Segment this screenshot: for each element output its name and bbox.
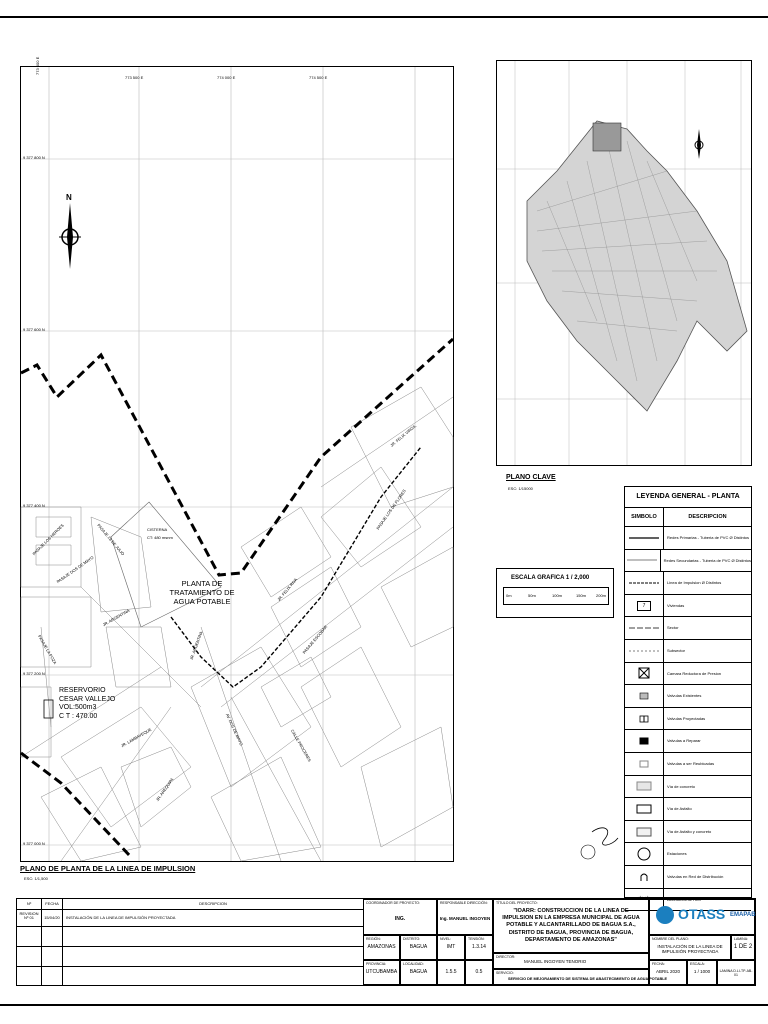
legend-description: Sector: [667, 625, 679, 631]
grid-label-top-4: 774 500 E: [309, 75, 328, 80]
plano-name-cell: [649, 935, 731, 960]
street-label: JR. FELIX RIVA: [276, 577, 299, 602]
responsable-label: RESPONSABLE DIRECCIÓN:: [440, 901, 488, 905]
director-cell: [493, 953, 649, 969]
grid-label-top-2: 773 500 E: [125, 75, 144, 80]
signature: [578, 822, 624, 862]
revision-table: [17, 899, 364, 985]
servicio-value: SERVICIO DE MEJORAMIENTO DE SISTEMA DE ABASTECIMIENTO DE AGUA POTABLE: [508, 977, 668, 981]
nivel-value: IMT: [446, 944, 456, 950]
legend-title: LEYENDA GENERAL - PLANTA: [625, 487, 751, 508]
grid-label-left-3: 9 377 400 N: [23, 503, 45, 508]
legend-row: [625, 685, 751, 708]
bottom-rule: [0, 1004, 768, 1006]
legend-row: [625, 753, 751, 776]
legend-symbol: [625, 595, 664, 617]
legend-row: [625, 572, 751, 595]
grid-label-left-1: 9 377 800 N: [23, 155, 45, 160]
legend-header: [625, 508, 751, 527]
legend-row: [625, 798, 751, 821]
key-map[interactable]: [496, 60, 752, 466]
key-map-scale: ESC: 1/15000: [508, 486, 533, 491]
grid-label-left-4: 9 377 200 N: [23, 671, 45, 676]
scale-bar-title: ESCALA GRAFICA 1 / 2,000: [511, 575, 590, 581]
street-label: PASAJE DOS DE MAYO: [55, 554, 95, 585]
street-label: PASAJE LOS DE FLORES: [375, 488, 407, 531]
legend-symbol: [625, 866, 664, 888]
legend-symbol: [625, 798, 664, 820]
cisterna-ct-label: CT: 480 msnm: [147, 535, 173, 540]
project-title-cell: [493, 899, 649, 953]
provincia-cell: [363, 960, 400, 985]
fecha-value: ABRIL 2020: [655, 969, 681, 974]
rev-cell: 15/04/20: [42, 910, 63, 926]
otass-logo-icon: [656, 906, 674, 924]
legend-symbol: [625, 572, 664, 594]
scale-tick: 50m: [528, 593, 536, 598]
legend-symbol: [625, 821, 664, 843]
legend-description: Valvulas a ser Reubicadas: [667, 760, 715, 766]
legend-col-desc: DESCRIPCION: [688, 514, 727, 520]
nivel-label: NIVEL:: [440, 937, 452, 941]
coordinator-label: COORDINADOR DE PROYECTO:: [366, 901, 420, 905]
legend-row: [625, 821, 751, 844]
street-label: PASAJE LOS HEROES: [31, 522, 65, 557]
legend-symbol: [625, 617, 664, 639]
legend-description: Vía de Asfalto: [667, 806, 692, 812]
grid-label-left-5: 9 377 000 N: [23, 841, 45, 846]
lamina-label: LAMINA:: [734, 937, 749, 941]
tension-label: TENSIÓN:: [468, 937, 485, 941]
rev-header-num: Nº REVISION: [17, 899, 42, 909]
legend-row: [625, 730, 751, 753]
legend-description: Viviendas: [667, 602, 685, 608]
key-map-title: PLANO CLAVE: [506, 474, 556, 481]
legend-symbol: [625, 708, 664, 730]
legend-symbol: ✶ ✶: [625, 889, 664, 911]
localidad-label: LOCALIDAD:: [403, 962, 424, 966]
title-block: [16, 898, 756, 986]
legend-description: Camara Reductora de Presion: [667, 670, 722, 676]
legend-description: Valvulas a Reparar: [667, 738, 701, 744]
legend-description: Subsector: [667, 647, 686, 653]
legend-symbol: [625, 843, 664, 865]
lamina-value: 1 DE 2: [733, 944, 753, 950]
codigo-plano-value: LAMINA D.LI-TP-AB-01: [719, 969, 753, 977]
legend-description: Accesorios de Red: [667, 896, 701, 902]
viviendas-symbol: 7: [637, 601, 651, 611]
escala-cell: [687, 960, 717, 985]
legend-row: [625, 550, 751, 573]
escala-label: ESCALA:: [690, 962, 705, 966]
legend-rows: [625, 527, 751, 911]
fecha-label: FECHA:: [652, 962, 665, 966]
legend-symbol: [625, 527, 664, 549]
distrito-label: DISTRITO:: [403, 937, 421, 941]
legend-symbol: [625, 640, 664, 662]
street-label: PASAJE ESCOBAR: [301, 624, 329, 655]
legend-description: Redes Primarias - Tuberia de PVC Ø Distintos: [667, 535, 750, 540]
project-label: TÍTULO DEL PROYECTO:: [496, 901, 538, 905]
fecha-cell: [649, 960, 687, 985]
legend-symbol: [625, 776, 664, 798]
legend-symbol: [625, 663, 664, 685]
legend-description: Redes Secundarias - Tuberia de PVC Ø Distintos: [663, 557, 751, 563]
legend-row: [625, 595, 751, 618]
tension-value: 1.3.14: [472, 944, 486, 950]
legend-row: [625, 708, 751, 731]
region-label: REGIÓN:: [366, 937, 381, 941]
grid-label-left-2: 9 377 600 N: [23, 327, 45, 332]
scale-tick: 150m: [576, 593, 587, 598]
localidad-value: BAGUA: [409, 969, 428, 975]
distrito-cell: [400, 935, 437, 960]
servicio-label: SERVICIO:: [496, 971, 514, 975]
scale-bar: [503, 587, 609, 605]
rev-header-desc: DESCRIPCION: [199, 901, 227, 906]
emapab-logo-text: EMAPAB: [730, 912, 756, 918]
legend-col-symbol: SIMBOLO: [625, 508, 664, 526]
item-cell: [465, 960, 493, 985]
legend-description: Vía de concreto: [667, 783, 696, 789]
escala-value: 1 / 1000: [693, 969, 711, 974]
legend-description: Valvulas en Red de Distribución: [667, 873, 724, 879]
logos-cell: [649, 899, 755, 935]
rev-header-date: FECHA: [42, 899, 63, 909]
item-value: 0.5: [475, 969, 483, 975]
legend-description: Linea de Impulsion Ø Distintos: [667, 580, 722, 586]
responsable-value: Ing. MANUEL INGOYEN: [439, 916, 491, 921]
rev-cell: Nº 01: [17, 910, 42, 926]
legend-row: [625, 663, 751, 686]
legend-row: [625, 843, 751, 866]
legend-row: [625, 776, 751, 799]
plano-value: INSTALACIÓN DE LA LINEA DE IMPULSIÓN PROYECTADA: [657, 944, 723, 954]
legend-symbol: [625, 753, 664, 775]
legend-symbol: [625, 550, 661, 572]
scale-tick: 200m: [596, 593, 607, 598]
legend-row: [625, 617, 751, 640]
codigo-plano-cell: [717, 960, 755, 985]
scale-tick: 100m: [552, 593, 563, 598]
otass-logo-text: OTASS: [678, 906, 726, 922]
director-label: DIRECTOR:: [496, 955, 516, 959]
codigo-cell: [437, 960, 465, 985]
lamina-cell: [731, 935, 755, 960]
legend-symbol: [625, 730, 664, 752]
scale-tick: 0m: [506, 593, 512, 598]
provincia-label: PROVINCIA:: [366, 962, 387, 966]
street-label: CALLE PROCERES: [289, 728, 313, 763]
cisterna-label: CISTERNA: [147, 527, 168, 532]
legend-symbol: [625, 685, 664, 707]
coordinator-cell: [363, 899, 437, 935]
region-cell: [363, 935, 400, 960]
reservorio-label: RESERVORIO CESAR VALLEJO VOL:500m3 C T : 470.00: [59, 687, 116, 720]
main-map[interactable]: [20, 56, 454, 862]
main-map-scale: ESC: 1/1,500: [24, 876, 48, 881]
key-map-canvas: [497, 61, 751, 465]
street-label: PASAJE 28 DE JULIO: [96, 522, 126, 557]
legend-row: [625, 866, 751, 889]
legend-description: Estaciones: [667, 851, 687, 857]
grid-label-top-3: 774 000 E: [217, 75, 236, 80]
localidad-cell: [400, 960, 437, 985]
revision-row: [17, 910, 363, 927]
street-label: PASAJE LA POZA: [37, 634, 58, 665]
grid-label-top-1: 773 000 E: [35, 56, 40, 75]
street-label: AV. DOS DE MAYO: [224, 712, 245, 747]
svg-text:N: N: [66, 193, 72, 202]
key-map-north-arrow-icon: [693, 127, 705, 161]
plano-label: NOMBRE DEL PLANO:: [652, 937, 689, 941]
coordinator-value: ING.: [394, 916, 406, 922]
legend: [624, 486, 752, 902]
street-label: JR. AREQUIPA: [154, 776, 175, 803]
director-value: MANUEL INGOYEN TENORIO: [524, 959, 587, 964]
legend-row: [625, 640, 751, 663]
responsable-cell: [437, 899, 493, 935]
provincia-value: UTCUBAMBA: [365, 969, 398, 975]
project-text: "IOARR: CONSTRUCCION DE LA LINEA DE IMPULSION EN LA EMPRESA MUNICIPAL DE AGUA POTABLE Y ALCANTARILLADO DE BAGUA S.A., DISTRITO DE BAGUA, PROVINCIA DE BAGUA, DEPARTAMENTO DE AMAZONAS": [502, 908, 640, 943]
legend-row: [625, 527, 751, 550]
scale-bar-box: [496, 568, 614, 618]
legend-description: Vía de Asfalto y concreto: [667, 828, 712, 834]
revision-header: [17, 899, 363, 916]
planta-label: PLANTA DE TRATAMIENTO DE AGUA POTABLE: [169, 579, 235, 606]
street-label: JR. FELIX VIRGIL: [389, 423, 418, 448]
street-label: JR. ARGENTINA: [101, 607, 131, 628]
legend-description: Valvulas Proyectadas: [667, 715, 706, 721]
region-value: AMAZONAS: [367, 944, 396, 950]
north-arrow-icon: [59, 191, 81, 271]
street-label: JR. ARGENTINA: [188, 630, 204, 661]
codigo-value: 1.5.5: [445, 969, 457, 975]
top-rule: [0, 16, 768, 18]
main-map-title: PLANO DE PLANTA DE LA LINEA DE IMPULSION: [20, 864, 196, 873]
street-label: JR. LAMBAYEQUE: [120, 726, 153, 749]
tension-cell: [465, 935, 493, 960]
rev-cell: INSTALACIÓN DE LA LINEA DE IMPULSIÓN PROYECTADA: [66, 915, 176, 920]
legend-description: Valvulas Existentes: [667, 693, 702, 699]
distrito-value: BAGUA: [409, 944, 428, 950]
nivel-cell: [437, 935, 465, 960]
